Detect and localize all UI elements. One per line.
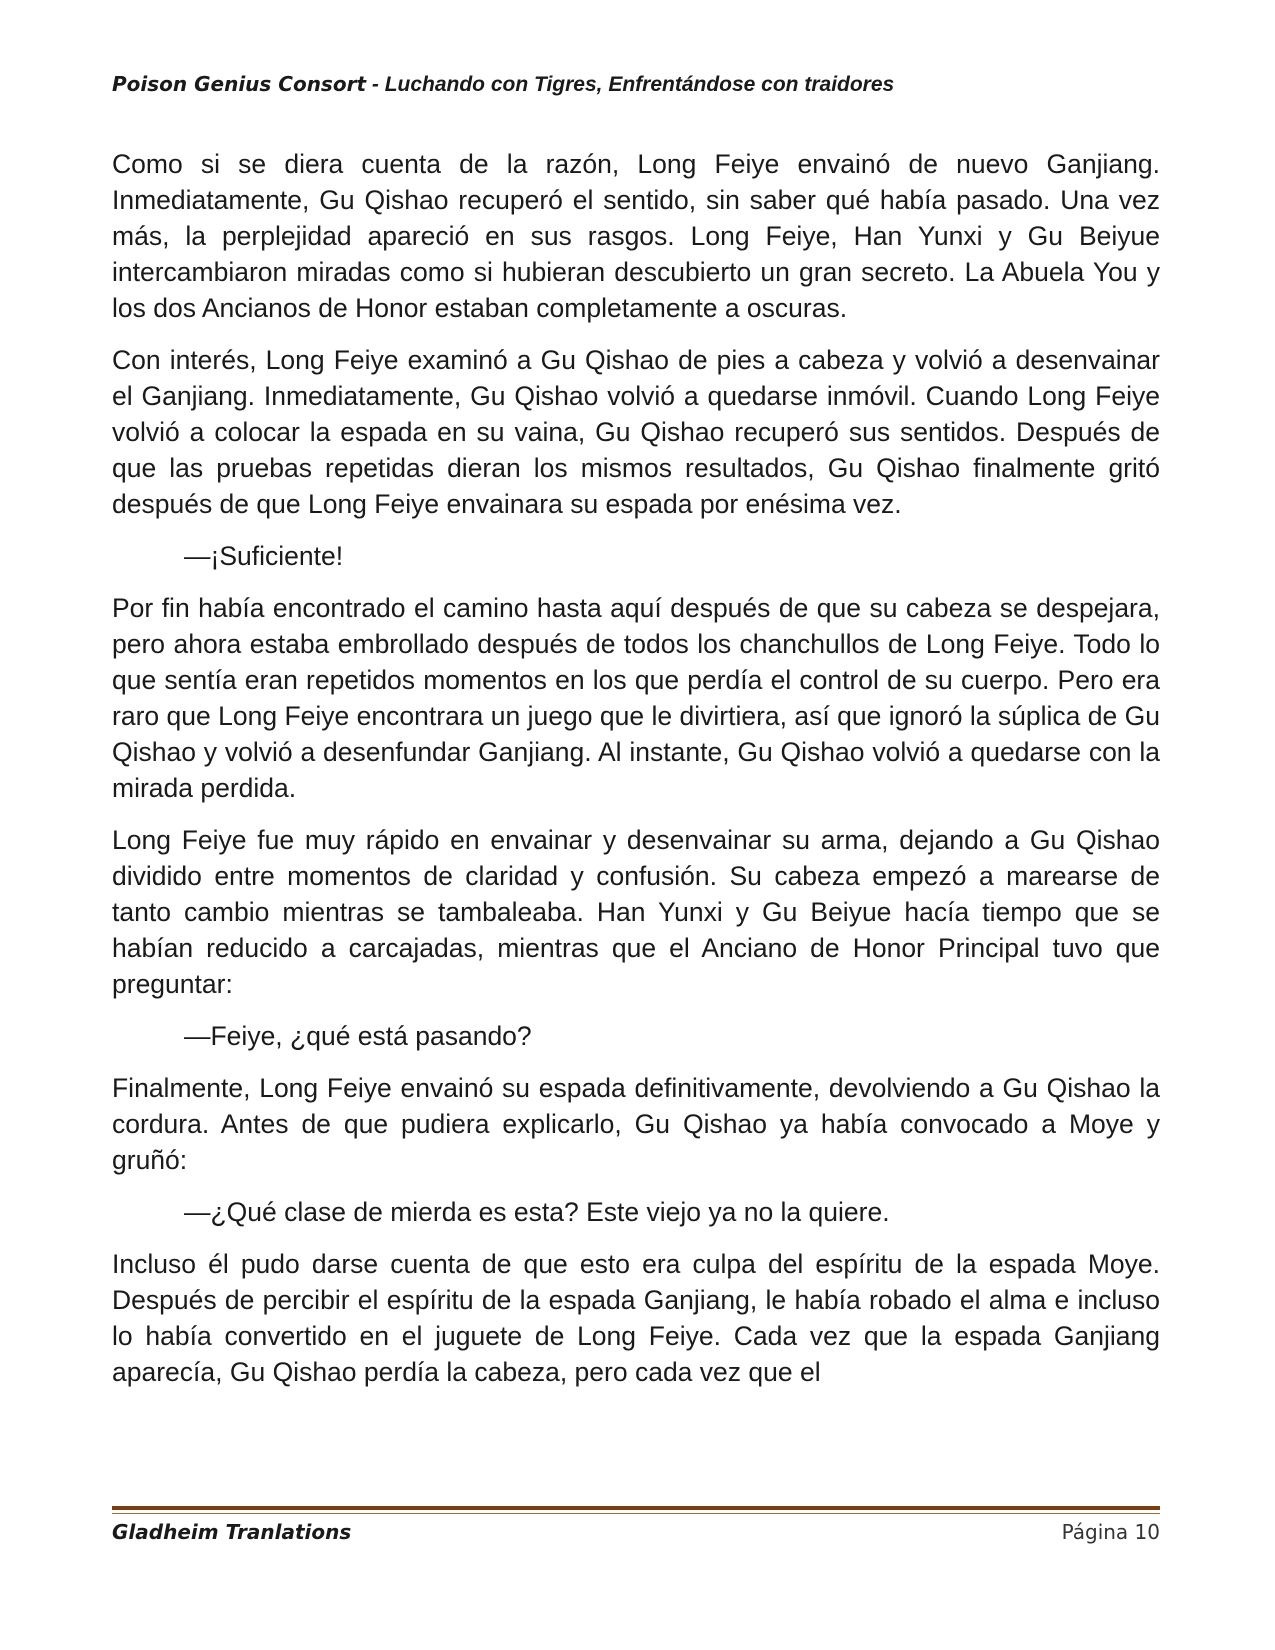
dialogue-line: —¡Suficiente! [184,541,344,571]
book-title: Poison Genius Consort [112,72,367,96]
paragraph: Por fin había encontrado el camino hasta aquí después de que su cabeza se despejara, pero ahora estaba embrollado después de todos los chanchullos de Long Feiye. Todo lo que sentía eran repetidos momentos en los que perdía el control de su cuerpo. Pero era raro que Long Feiye encontrara un juego que le divirtiera, así que ignoró la súplica de Gu Qishao y volvió a desenfundar Ganjiang. Al instante, Gu Qishao volvió a quedarse con la mirada perdida. [112,593,1160,803]
dialogue-line: —Feiye, ¿qué está pasando? [184,1021,532,1051]
footer-rule [112,1506,1160,1510]
dialogue-line: —¿Qué clase de mierda es esta? Este viejo ya no la quiere. [184,1197,890,1227]
paragraph: Como si se diera cuenta de la razón, Long Feiye envainó de nuevo Ganjiang. Inmediatamente, Gu Qishao recuperó el sentido, sin saber qué había pasado. Una vez más, la perplejidad apareció en sus rasgos. Long Feiye, Han Yunxi y Gu Beiyue intercambiaron miradas como si hubieran descubierto un gran secreto. La Abuela You y los dos Ancianos de Honor estaban completamente a oscuras. [112,149,1160,323]
paragraph: Incluso él pudo darse cuenta de que esto era culpa del espíritu de la espada Moye. Después de percibir el espíritu de la espada Ganjiang, le había robado el alma e incluso lo había convertido en el juguete de Long Feiye. Cada vez que la espada Ganjiang aparecía, Gu Qishao perdía la cabeza, pero cada vez que el [112,1249,1160,1387]
page-header [112,72,894,97]
paragraph: Finalmente, Long Feiye envainó su espada definitivamente, devolviendo a Gu Qishao la cordura. Antes de que pudiera explicarlo, Gu Qishao ya había convocado a Moye y gruñó: [112,1073,1160,1175]
paragraph: Long Feiye fue muy rápido en envainar y desenvainar su arma, dejando a Gu Qishao dividido entre momentos de claridad y confusión. Su cabeza empezó a marearse de tanto cambio mientras se tambaleaba. Han Yunxi y Gu Beiyue hacía tiempo que se habían reducido a carcajadas, mientras que el Anciano de Honor Principal tuvo que preguntar: [112,825,1160,999]
publisher-name: Gladheim Tranlations [112,1520,352,1544]
chapter-title: Luchando con Tigres, Enfrentándose con traidores [384,73,895,96]
page-number: Página 10 [1061,1520,1160,1544]
header-separator: - [366,73,385,96]
body-text [112,146,1160,1406]
paragraph: Con interés, Long Feiye examinó a Gu Qishao de pies a cabeza y volvió a desenvainar el Ganjiang. Inmediatamente, Gu Qishao volvió a quedarse inmóvil. Cuando Long Feiye volvió a colocar la espada en su vaina, Gu Qishao recuperó sus sentidos. Después de que las pruebas repetidas dieran los mismos resultados, Gu Qishao finalmente gritó después de que Long Feiye envainara su espada por enésima vez. [112,345,1160,519]
footer-rule-thin [112,1513,1160,1514]
